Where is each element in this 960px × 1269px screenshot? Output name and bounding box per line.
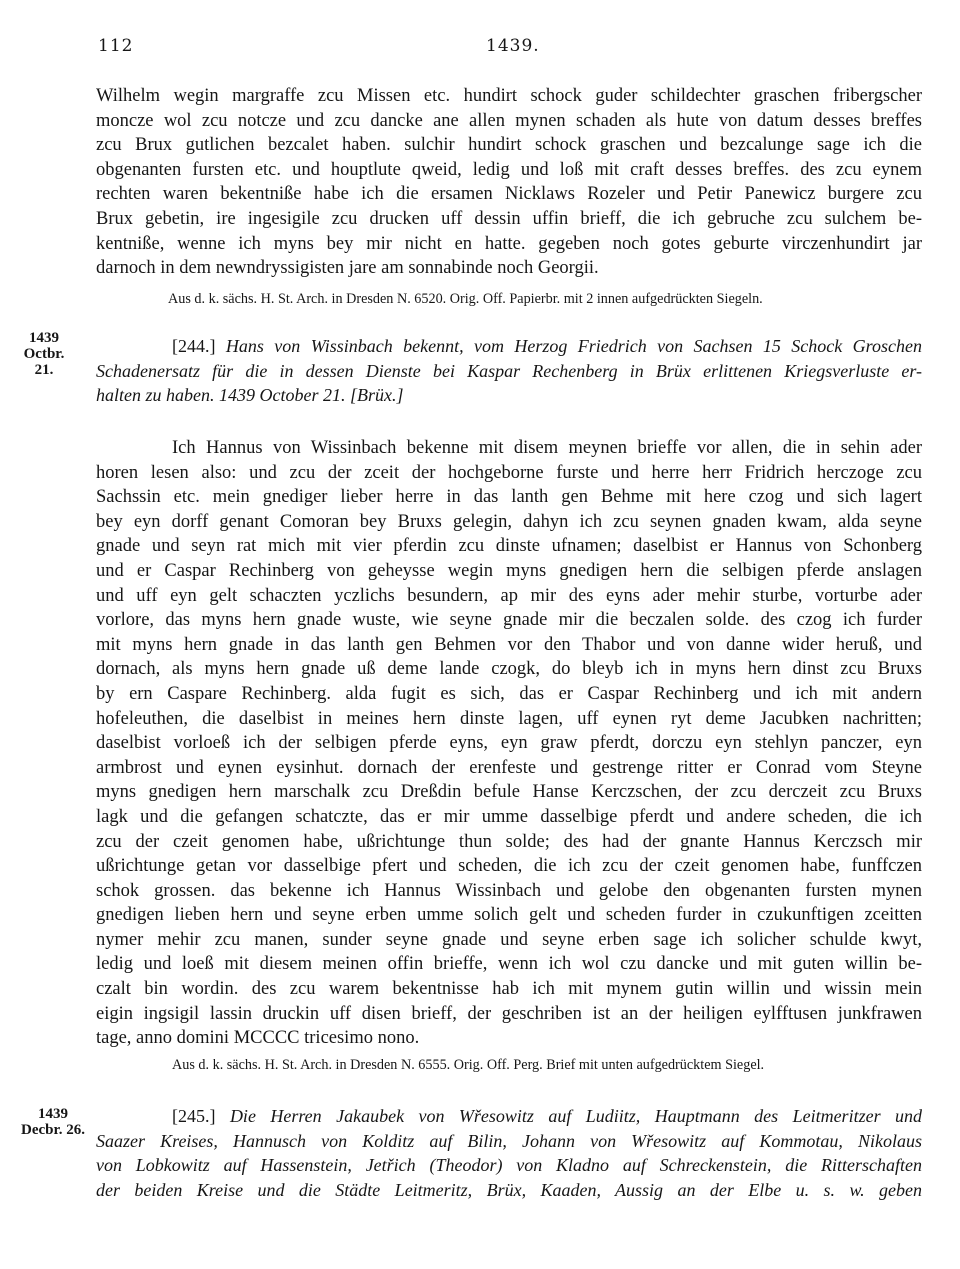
text-line: nymer mehir zcu manen, sunder seyne gnade und seyne erben sage ich solicher schulde kwyt, — [96, 929, 922, 950]
text-line: gnedigen lieben hern und seyne erben umme solich gelt und scheden furder in czukunftigen zceitten — [96, 905, 922, 926]
entry-rubric-245 — [96, 1104, 922, 1202]
text-line: gnade und seyn rat mich mit vier pferdin zcu dinste ufnamen; daselbist er Hannus von Schonberg — [96, 536, 922, 557]
margin-date-244 — [14, 330, 74, 378]
rubric-line: Schadenersatz für die in dessen Dienste bei Kaspar Rechenberg in Brüx erlittenen Kriegsverluste er- — [96, 360, 922, 381]
rubric-line: Saazer Kreises, Hannusch von Kolditz auf Bilin, Johann von Wřesowitz auf Kommotau, Nikolaus — [96, 1130, 922, 1151]
text-line: vorlore, das myns hern gnade wuste, wie seyne gnade mir die beczalen solde. des czog ich furder — [96, 610, 922, 631]
text-line: zcu Brux gutlichen bezcalet haben. sulchir hundirt schock graschen und bezcalunge sage ich die — [96, 135, 922, 156]
margin-date-245 — [18, 1106, 88, 1138]
text-line: rechten waren bekentniße habe ich die ersamen Nicklaws Rozeler und Petir Panewicz burgere zcu — [96, 184, 922, 205]
margin-day: Decbr. 26. — [20, 1122, 86, 1138]
rubric-line: von Lobkowitz auf Hassenstein, Jetřich (Theodor) von Kladno auf Schreckenstein, die Ritterschaften — [96, 1155, 922, 1175]
rubric-text: Hans von Wissinbach bekennt, vom Herzog Friedrich von Sachsen 15 Schock Groschen — [225, 336, 922, 356]
text-line: Ich Hannus von Wissinbach bekenne mit disem meynen brieffe vor allen, die in sehin ader — [172, 438, 922, 458]
text-line: horen lesen also: und zcu der zceit der hochgebornе furste und herre herr Fridrich herczoge zcu — [96, 462, 922, 483]
text-line: dornach, als myns hern gnade uß deme lande czogk, do bleyb ich in myns hern dinst zcu Bruxs — [96, 659, 922, 680]
text-line: tage, anno domini MCCCC tricesimo nono. — [96, 1028, 420, 1049]
text-line: Wilhelm wegin margraffe zcu Missen etc. hundirt schock guder schildechter graschen fribergscher — [96, 86, 922, 106]
source-note: Aus d. k. sächs. H. St. Arch. in Dresden N. 6555. Orig. Off. Perg. Brief mit unten aufgedrücktem Siegel. — [172, 1057, 765, 1073]
text-line: schok grossen. das bekenne ich Hannus Wissinbach und gelobe den obgenanten fursten mynen — [96, 880, 922, 901]
entry-number: [244.] — [172, 336, 216, 356]
text-line: eigin ingsigil lassin druckin uff disen brieff, der geschriben ist an der heiligen eylfftusen junkfrawen — [96, 1003, 922, 1024]
source-note: Aus d. k. sächs. H. St. Arch. in Dresden N. 6520. Orig. Off. Papierbr. mit 2 innen aufgedrückten Siegeln. — [168, 291, 763, 307]
entry-rubric-244 — [96, 334, 922, 408]
entry-number: [245.] — [172, 1106, 216, 1126]
running-header-year: 1439. — [486, 36, 540, 56]
rubric-line — [96, 1104, 922, 1129]
margin-year: 1439 — [38, 1106, 68, 1122]
continuation-text — [96, 84, 922, 281]
entry-text-244 — [96, 436, 922, 1051]
rubric-text: Die Herren Jakaubek von Wřesowitz auf Ludiitz, Hauptmann des Leitmeritzer und — [229, 1106, 922, 1126]
text-line: und uff eyn gelt schaczten yczlichs besundern, ap mir des eyns ader mehir sturbe, vorturbe ader — [96, 585, 922, 606]
text-line: bey eyn dorff genant Comoran bey Bruxs gelegin, dahyn ich zcu seynen gnaden kwam, alda seyne — [96, 511, 922, 532]
text-line: myns gnedigen hern marschalk zcu Dreßdin befule Hanse Kerczschen, der zcu derczeit zcu Bruxs — [96, 782, 922, 803]
text-line: kentniße, wenne ich myns bey mir nicht en hatte. gegeben noch gotes geburte virczenhundirt jar — [96, 233, 922, 254]
text-line: moncze wol zcu notcze und zcu dancke ane allen mynen schaden als hute von datum desses breffes — [96, 110, 922, 131]
text-line: mit myns hern gnade in das lanth gen Behmen vor den Thabor und von danne wider heruß, und — [96, 634, 922, 655]
text-line: darnoch in dem newndryssigisten jare am sonnabinde noch Georgii. — [96, 258, 599, 279]
margin-year: 1439 — [29, 330, 59, 346]
margin-day: Octbr. 21. — [23, 346, 65, 378]
text-line: ußrichtunge getan vor dasselbige pfert und scheden, die ich zcu der czeit genomen habe, funffczen — [96, 856, 922, 877]
text-line: by ern Caspare Rechinberg. alda fugit es sich, das er Caspar Rechinberg und ich mit andern — [96, 683, 922, 704]
text-line: und er Caspar Rechinberg von geheysse wegin myns gnedigen hern die selbigen pferde anslagen — [96, 560, 922, 581]
text-line: czalt bin wordin. des zcu warem bekentnisse hab ich mit mynem gutin willin und wissin mein — [96, 979, 922, 1000]
text-line: zcu der czeit genomen habe, ußrichtunge thun solde; des had der gnante Hannus Kerczsch mir — [96, 831, 922, 852]
rubric-line: der beiden Kreise und die Städte Leitmeritz, Brüx, Kaaden, Aussig an der Elbe u. s. w. geben — [96, 1179, 922, 1200]
rubric-line: halten zu haben. 1439 October 21. [Brüx.] — [96, 385, 404, 405]
text-line: hofeleuthen, die daselbist in meines hern dinste lagen, uff eynen ryt deme Jacubken nachritten; — [96, 708, 922, 729]
page-number: 112 — [98, 36, 134, 56]
text-line: Sachssin etc. mein gnediger lieber herre in das lanth gen Behme mit here czog und sich lagert — [96, 487, 922, 508]
rubric-line — [96, 334, 922, 359]
text-line: daselbist vorloeß ich der selbigen pferde eyns, eyn graw pferdt, dorczu eyn stehlyn panczer, eyn — [96, 733, 922, 754]
text-line: Brux gebetin, ire ingesigile zcu drucken uff dessin uffin brieff, die ich gebruche zcu sulchem be- — [96, 208, 922, 229]
text-line: ledig und loeß mit diesem meinen offin brieffe, wenn ich wol czu dancke und mit guten willin be- — [96, 954, 922, 975]
text-line: armbrost und eynen eysinhut. dornach der erenfeste und gestrenge ritter er Conrad vom Steyne — [96, 757, 922, 778]
text-line: lagk und die gefangen schatczte, das er mir umme dasselbige pferdt und andere scheden, die ich — [96, 806, 922, 827]
text-line: obgenanten fursten etc. und houptlute qweid, ledig und loß mit craft desses breffes. des zcu eynem — [96, 159, 922, 180]
